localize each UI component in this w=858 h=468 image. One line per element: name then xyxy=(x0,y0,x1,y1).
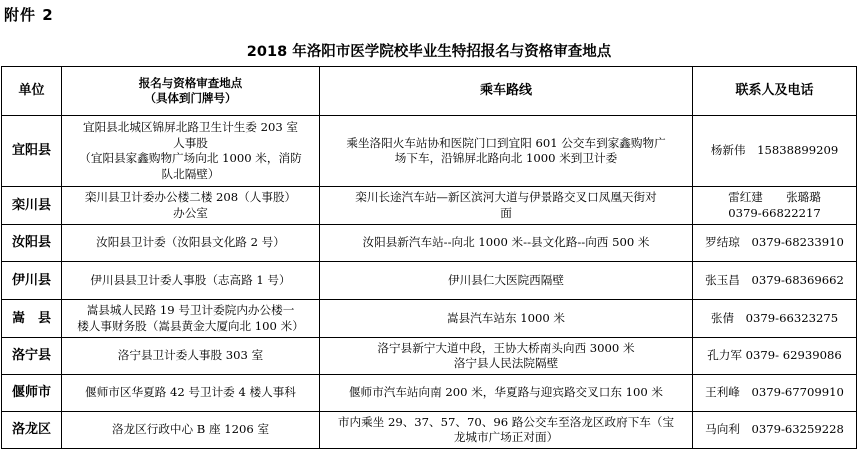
table-row xyxy=(2,375,857,412)
route-cell xyxy=(320,375,693,412)
contact-line: 张倩 0379-66323275 xyxy=(710,310,839,325)
address-line: 人事股 xyxy=(173,135,208,150)
route-line: 面 xyxy=(500,205,512,220)
unit-cell: 偃师市 xyxy=(2,375,62,412)
route-line: 汝阳县新汽车站--向北 1000 米--县文化路--向西 500 米 xyxy=(362,235,650,250)
table-row xyxy=(2,262,857,300)
table-row xyxy=(2,187,857,225)
table-row xyxy=(2,412,857,449)
header-address-line2: （具体到门牌号） xyxy=(144,91,237,105)
address-cell xyxy=(62,225,320,262)
address-cell xyxy=(62,116,320,187)
contact-line: 0379-66822217 xyxy=(728,205,821,220)
route-cell xyxy=(320,338,693,375)
address-cell xyxy=(62,300,320,338)
route-line: 嵩县汽车站东 1000 米 xyxy=(446,310,566,325)
address-line: 嵩县城人民路 19 号卫计委院内办公楼一 xyxy=(86,303,295,317)
contact-line: 雷红建 张璐璐 xyxy=(728,190,821,204)
contact-cell xyxy=(693,338,857,375)
address-cell xyxy=(62,338,320,375)
header-contact: 联系人及电话 xyxy=(693,67,857,116)
attachment-label: 附件 2 xyxy=(4,6,54,24)
address-line: 汝阳县卫计委（汝阳县文化路 2 号） xyxy=(96,235,285,250)
route-line: 乘坐洛阳火车站协和医院门口到宜阳 601 公交车到家鑫购物广 xyxy=(346,135,666,150)
document-title: 2018 年洛阳市医学院校毕业生特招报名与资格审查地点 xyxy=(246,44,612,60)
unit-cell: 伊川县 xyxy=(2,262,62,300)
address-cell xyxy=(62,262,320,300)
route-cell xyxy=(320,300,693,338)
header-unit: 单位 xyxy=(2,67,62,116)
header-route: 乘车路线 xyxy=(320,67,693,116)
route-line: 洛宁县人民法院隔壁 xyxy=(453,356,559,370)
address-line: （宜阳县家鑫购物广场向北 1000 米，消防 xyxy=(79,151,302,165)
route-cell xyxy=(320,116,693,187)
address-line: 办公室 xyxy=(173,205,208,220)
unit-cell: 宜阳县 xyxy=(2,116,62,187)
contact-cell xyxy=(693,375,857,412)
contact-line: 王利峰 0379-67709910 xyxy=(705,385,844,400)
address-line: 栾川县卫计委办公楼二楼 208（人事股） xyxy=(84,190,297,204)
contact-line: 罗结琼 0379-68233910 xyxy=(705,235,844,250)
contact-line: 马向利 0379-63259228 xyxy=(705,422,844,437)
route-line: 洛宁县新宁大道中段，王协大桥南头向西 3000 米 xyxy=(377,340,635,355)
contact-line: 张玉昌 0379-68369662 xyxy=(705,272,844,287)
address-line: 洛龙区行政中心 B 座 1206 室 xyxy=(111,422,270,437)
address-cell xyxy=(62,412,320,449)
address-line: 楼人事财务股（嵩县黄金大厦向北 100 米） xyxy=(77,318,304,333)
table-row xyxy=(2,116,857,187)
contact-line: 杨新伟 15838899209 xyxy=(710,143,839,158)
header-row xyxy=(2,67,857,116)
unit-cell: 栾川县 xyxy=(2,187,62,225)
contact-cell xyxy=(693,300,857,338)
route-cell xyxy=(320,187,693,225)
contact-cell xyxy=(693,412,857,449)
route-line: 伊川县仁大医院西隔壁 xyxy=(448,272,564,287)
route-cell xyxy=(320,225,693,262)
unit-cell: 嵩 县 xyxy=(2,300,62,338)
address-line: 队北隔壁） xyxy=(161,166,220,181)
table-row xyxy=(2,300,857,338)
route-cell xyxy=(320,262,693,300)
contact-cell xyxy=(693,262,857,300)
contact-cell xyxy=(693,225,857,262)
address-cell xyxy=(62,187,320,225)
contact-cell xyxy=(693,187,857,225)
unit-cell: 洛龙区 xyxy=(2,412,62,449)
table-row xyxy=(2,338,857,375)
route-line: 场下车，沿锦屏北路向北 1000 米到卫计委 xyxy=(394,151,618,165)
contact-cell xyxy=(693,116,857,187)
route-line: 龙城市广场正对面） xyxy=(453,430,559,444)
route-line: 栾川长途汽车站—新区滨河大道与伊景路交叉口凤凰天街对 xyxy=(355,190,657,204)
route-line: 偃师市汽车站向南 200 米，华夏路与迎宾路交叉口东 100 米 xyxy=(348,385,664,400)
contact-line: 孔力军 0379- 62939086 xyxy=(707,348,842,363)
header-address xyxy=(62,67,320,116)
route-line: 市内乘坐 29、37、57、70、96 路公交车至洛龙区政府下车（宝 xyxy=(337,414,675,429)
address-line: 伊川县县卫计委人事股（志高路 1 号） xyxy=(90,272,291,287)
exam-location-table xyxy=(1,66,857,449)
unit-cell: 汝阳县 xyxy=(2,225,62,262)
table-row xyxy=(2,225,857,262)
unit-cell: 洛宁县 xyxy=(2,338,62,375)
address-line: 洛宁县卫计委人事股 303 室 xyxy=(117,348,264,363)
address-line: 偃师市区华夏路 42 号卫计委 4 楼人事科 xyxy=(85,385,296,400)
header-address-line1: 报名与资格审查地点 xyxy=(138,76,243,90)
address-line: 宜阳县北城区锦屏北路卫生计生委 203 室 xyxy=(82,120,298,134)
address-cell xyxy=(62,375,320,412)
route-cell xyxy=(320,412,693,449)
